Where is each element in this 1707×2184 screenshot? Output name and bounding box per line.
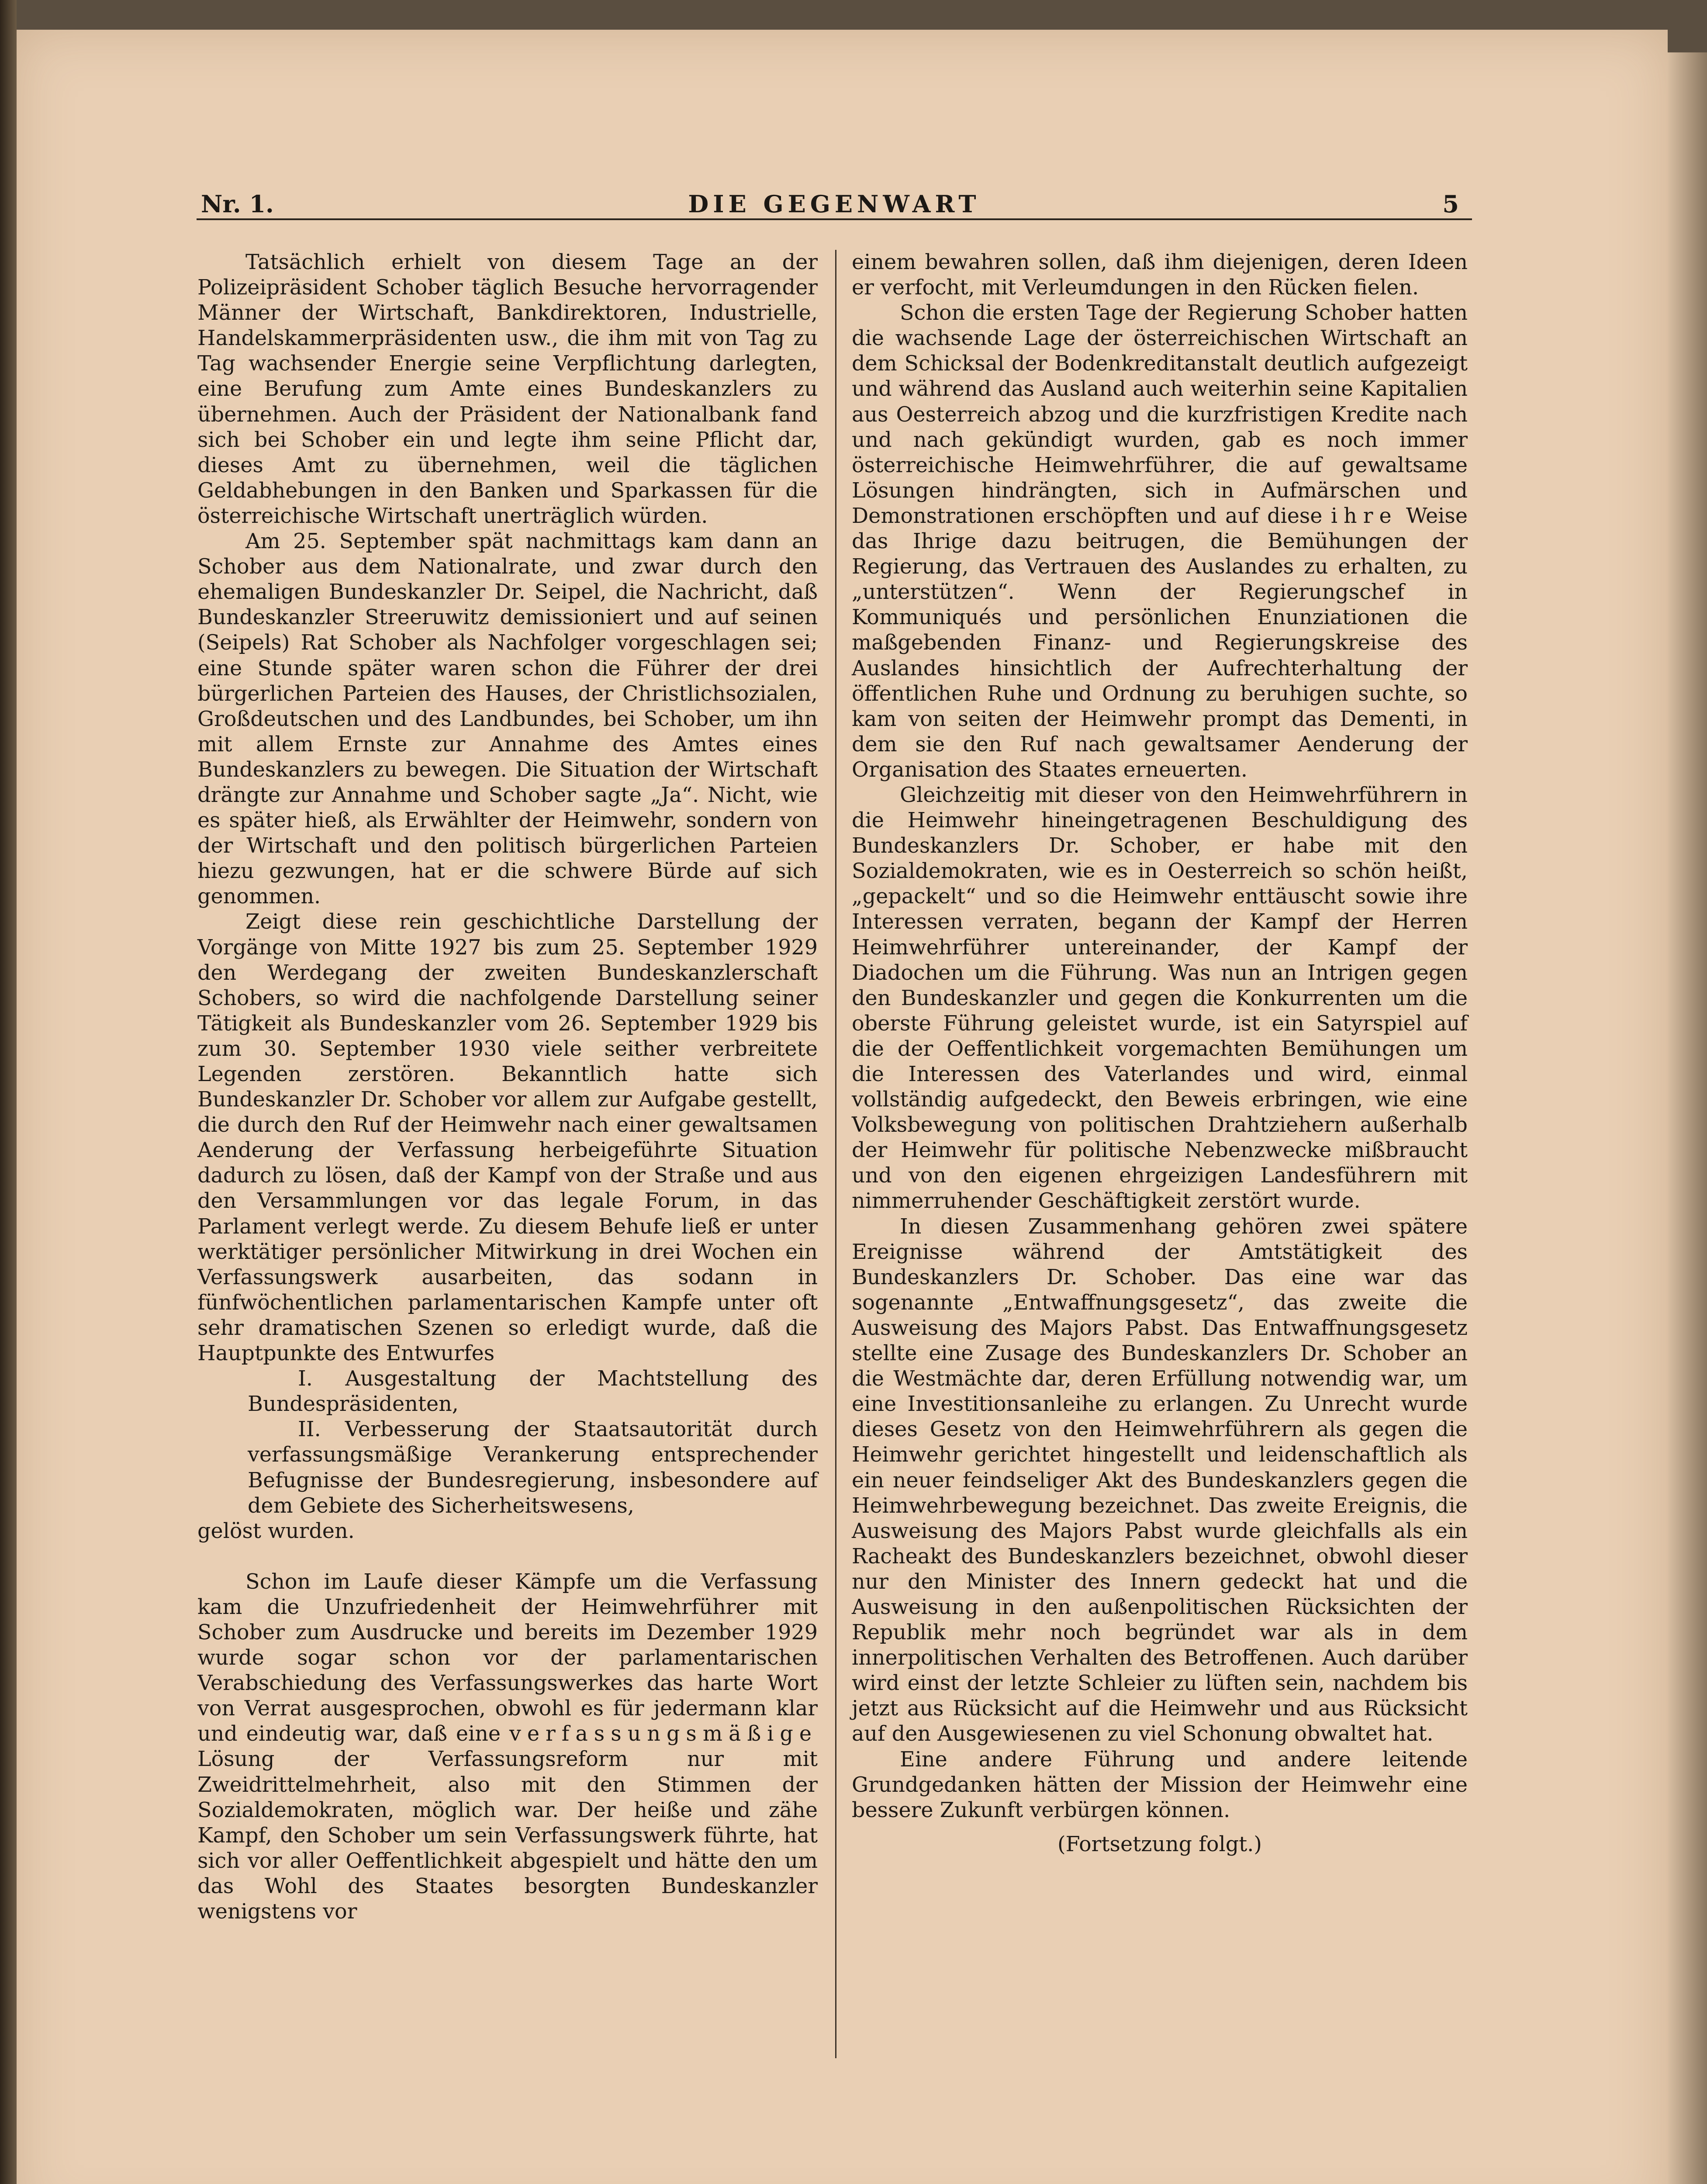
page-number: 5	[1442, 190, 1459, 218]
right-column	[852, 250, 1468, 1857]
paragraph	[197, 1569, 818, 1925]
list-item-1: I. Ausgestaltung der Machtstellung des Bundespräsidenten,	[248, 1367, 818, 1417]
continued-note: (Fortsetzung folgt.)	[1057, 1832, 1262, 1856]
paragraph: gelöst wurden.	[197, 1519, 355, 1543]
column-rule	[835, 250, 836, 2058]
header-rule	[197, 218, 1472, 220]
issue-number: Nr. 1.	[201, 190, 274, 218]
paragraph: In diesen Zusammenhang gehören zwei spätere Ereignisse während der Amtstätigkeit des Bundeskanzlers Dr. Schober. Das eine war das sogenannte „Entwaffnungsgesetz“, das zweite die Ausweisung des Majors Pabst. Das Entwaffnungsgesetz stellte eine Zusage des Bundeskanzlers Dr. Schober an die Westmächte dar, deren Erfüllung notwendig war, um eine Investitionsanleihe zu erlangen. Zu Unrecht wurde dieses Gesetz von den Heimwehrführern als gegen die Heimwehr gerichtet hingestellt und leidenschaftlich als ein neuer feindseliger Akt des Bundeskanzlers gegen die Heimwehrbewegung bezeichnet. Das zweite Ereignis, die Ausweisung des Majors Pabst wurde gleichfalls als ein Racheakt des Bundeskanzlers bezeichnet, obwohl dieser nur den Minister des Innern gedeckt hat und die Ausweisung in den außenpolitischen Rücksichten der Republik mehr noch begründet war als in dem innerpolitischen Verhalten des Betroffenen. Auch darüber wird einst der letzte Schleier zu lüften sein, nachdem bis jetzt aus Rücksicht auf die Heimwehr und aus Rücksicht auf den Ausgewiesenen zu viel Schonung obwaltet hat.	[852, 1214, 1468, 1746]
paragraph: einem bewahren sollen, daß ihm diejenigen, deren Ideen er verfocht, mit Verleumdungen in den Rücken fielen.	[852, 250, 1468, 300]
spaced-emphasis: verfassungsmäßige	[509, 1722, 818, 1746]
paragraph: Tatsächlich erhielt von diesem Tage an der Polizeipräsident Schober täglich Besuche hervorragender Männer der Wirtschaft, Bankdirektoren, Industrielle, Handelskammerpräsidenten usw., die ihm mit von Tag zu Tag wachsender Energie seine Verpflichtung darlegten, eine Berufung zum Amte eines Bundeskanzlers zu übernehmen. Auch der Präsident der Nationalbank fand sich bei Schober ein und legte ihm seine Pflicht dar, dieses Amt zu übernehmen, weil die täglichen Geldabhebungen in den Banken und Sparkassen für die österreichische Wirtschaft unerträglich würden.	[197, 250, 818, 528]
paragraph	[852, 301, 1468, 783]
text-run: Weise das Ihrige dazu beitrugen, die Bemühungen der Regierung, das Vertrauen des Auslandes zu erhalten, zu „unterstützen“. Wenn der Regierungschef in Kommuniqués und persönlichen Enunziationen die maßgebenden Finanz- und Regierungskreise des Auslandes hinsichtlich der Aufrechterhaltung der öffentlichen Ruhe und Ordnung zu beruhigen suchte, so kam von seiten der Heimwehr prompt das Dementi, in dem sie den Ruf nach gewaltsamer Aenderung der Organisation des Staates erneuerten.	[852, 504, 1468, 782]
text-run: Lösung der Verfassungsreform nur mit Zweidrittelmehrheit, also mit den Stimmen der Sozialdemokraten, möglich war. Der heiße und zähe Kampf, den Schober um sein Verfassungswerk führte, hat sich vor aller Oeffentlichkeit abgespielt und hätte den um das Wohl des Staates besorgten Bundeskanzler wenigstens vor	[197, 1747, 818, 1924]
paragraph: Gleichzeitig mit dieser von den Heimwehrführern in die Heimwehr hineingetragenen Beschuldigung des Bundeskanzlers Dr. Schober, er habe mit den Sozialdemokraten, wie es in Oesterreich so schön heißt, „gepackelt“ und so die Heimwehr enttäuscht sowie ihre Interessen verraten, begann der Kampf der Herren Heimwehrführer untereinander, der Kampf der Diadochen um die Führung. Was nun an Intrigen gegen den Bundeskanzler und gegen die Konkurrenten um die oberste Führung geleistet wurde, ist ein Satyrspiel auf die der Oeffentlichkeit vorgemachten Bemühungen um die Interessen des Vaterlandes und wird, einmal vollständig aufgedeckt, den Beweis erbringen, wie eine Volksbewegung von politischen Drahtziehern außerhalb der Heimwehr für politische Nebenzwecke mißbraucht und von den eigenen ehrgeizigen Landesführern mit nimmerruhender Geschäftigkeit zerstört wurde.	[852, 783, 1468, 1213]
spaced-emphasis: ihre	[1330, 504, 1398, 528]
left-column	[197, 250, 818, 1925]
text-run: Schon im Laufe dieser Kämpfe um die Verfassung kam die Unzufriedenheit der Heimwehrführer mit Schober zum Ausdrucke und bereits im Dezember 1929 wurde sogar schon vor der parlamentarischen Verabschiedung des Verfassungswerkes das harte Wort von Verrat ausgesprochen, obwohl es für jedermann klar und eindeutig war, daß eine	[197, 1569, 818, 1746]
page-edge-strip	[0, 0, 17, 2184]
text-run: Schon die ersten Tage der Regierung Schober hatten die wachsende Lage der österreichischen Wirtschaft an dem Schicksal der Bodenkreditanstalt deutlich aufgezeigt und während das Ausland auch weiterhin seine Kapitalien aus Oesterreich abzog und die kurzfristigen Kredite nach und nach gekündigt wurden, gab es noch immer österreichische Heimwehrführer, die auf gewaltsame Lösungen hindrängten, sich in Aufmärschen und Demonstrationen erschöpften und auf diese	[852, 301, 1468, 528]
paragraph: Eine andere Führung und andere leitende Grundgedanken hätten der Mission der Heimwehr eine bessere Zukunft verbürgen können.	[852, 1747, 1468, 1822]
page-header	[197, 188, 1472, 218]
list-item-2: II. Verbesserung der Staatsautorität durch verfassungsmäßige Verankerung entsprechender Befugnisse der Bundesregierung, insbesondere auf dem Gebiete des Sicherheitswesens,	[248, 1417, 818, 1518]
page-stack-edge	[1668, 52, 1707, 2184]
paragraph: Am 25. September spät nachmittags kam dann an Schober aus dem Nationalrate, und zwar durch den ehemaligen Bundeskanzler Dr. Seipel, die Nachricht, daß Bundeskanzler Streeruwitz demissioniert und auf seinen (Seipels) Rat Schober als Nachfolger vorgeschlagen sei; eine Stunde später waren schon die Führer der drei bürgerlichen Parteien des Hauses, der Christlichsozialen, Großdeutschen und des Landbundes, bei Schober, um ihn mit allem Ernste zur Annahme des Amtes eines Bundeskanzlers zu bewegen. Die Situation der Wirtschaft drängte zur Annahme und Schober sagte „Ja“. Nicht, wie es später hieß, als Erwählter der Heimwehr, sondern von der Wirtschaft und den politisch bürgerlichen Parteien hiezu gezwungen, hat er die schwere Bürde auf sich genommen.	[197, 529, 818, 909]
publication-title: DIE GEGENWART	[688, 190, 981, 218]
paragraph: Zeigt diese rein geschichtliche Darstellung der Vorgänge von Mitte 1927 bis zum 25. September 1929 den Werdegang der zweiten Bundeskanzlerschaft Schobers, so wird die nachfolgende Darstellung seiner Tätigkeit als Bundeskanzler vom 26. September 1929 bis zum 30. September 1930 viele seither verbreitete Legenden zerstören. Bekanntlich hatte sich Bundeskanzler Dr. Schober vor allem zur Aufgabe gestellt, die durch den Ruf der Heimwehr nach einer gewaltsamen Aenderung der Verfassung herbeigeführte Situation dadurch zu lösen, daß der Kampf von der Straße und aus den Versammlungen vor das legale Forum, in das Parlament verlegt werde. Zu diesem Behufe ließ er unter werktätiger persönlicher Mitwirkung in drei Wochen ein Verfassungswerk ausarbeiten, das sodann in fünfwöchentlichen parlamentarischen Kampfe unter oft sehr dramatischen Szenen so erledigt wurde, daß die Hauptpunkte des Entwurfes	[197, 910, 818, 1366]
